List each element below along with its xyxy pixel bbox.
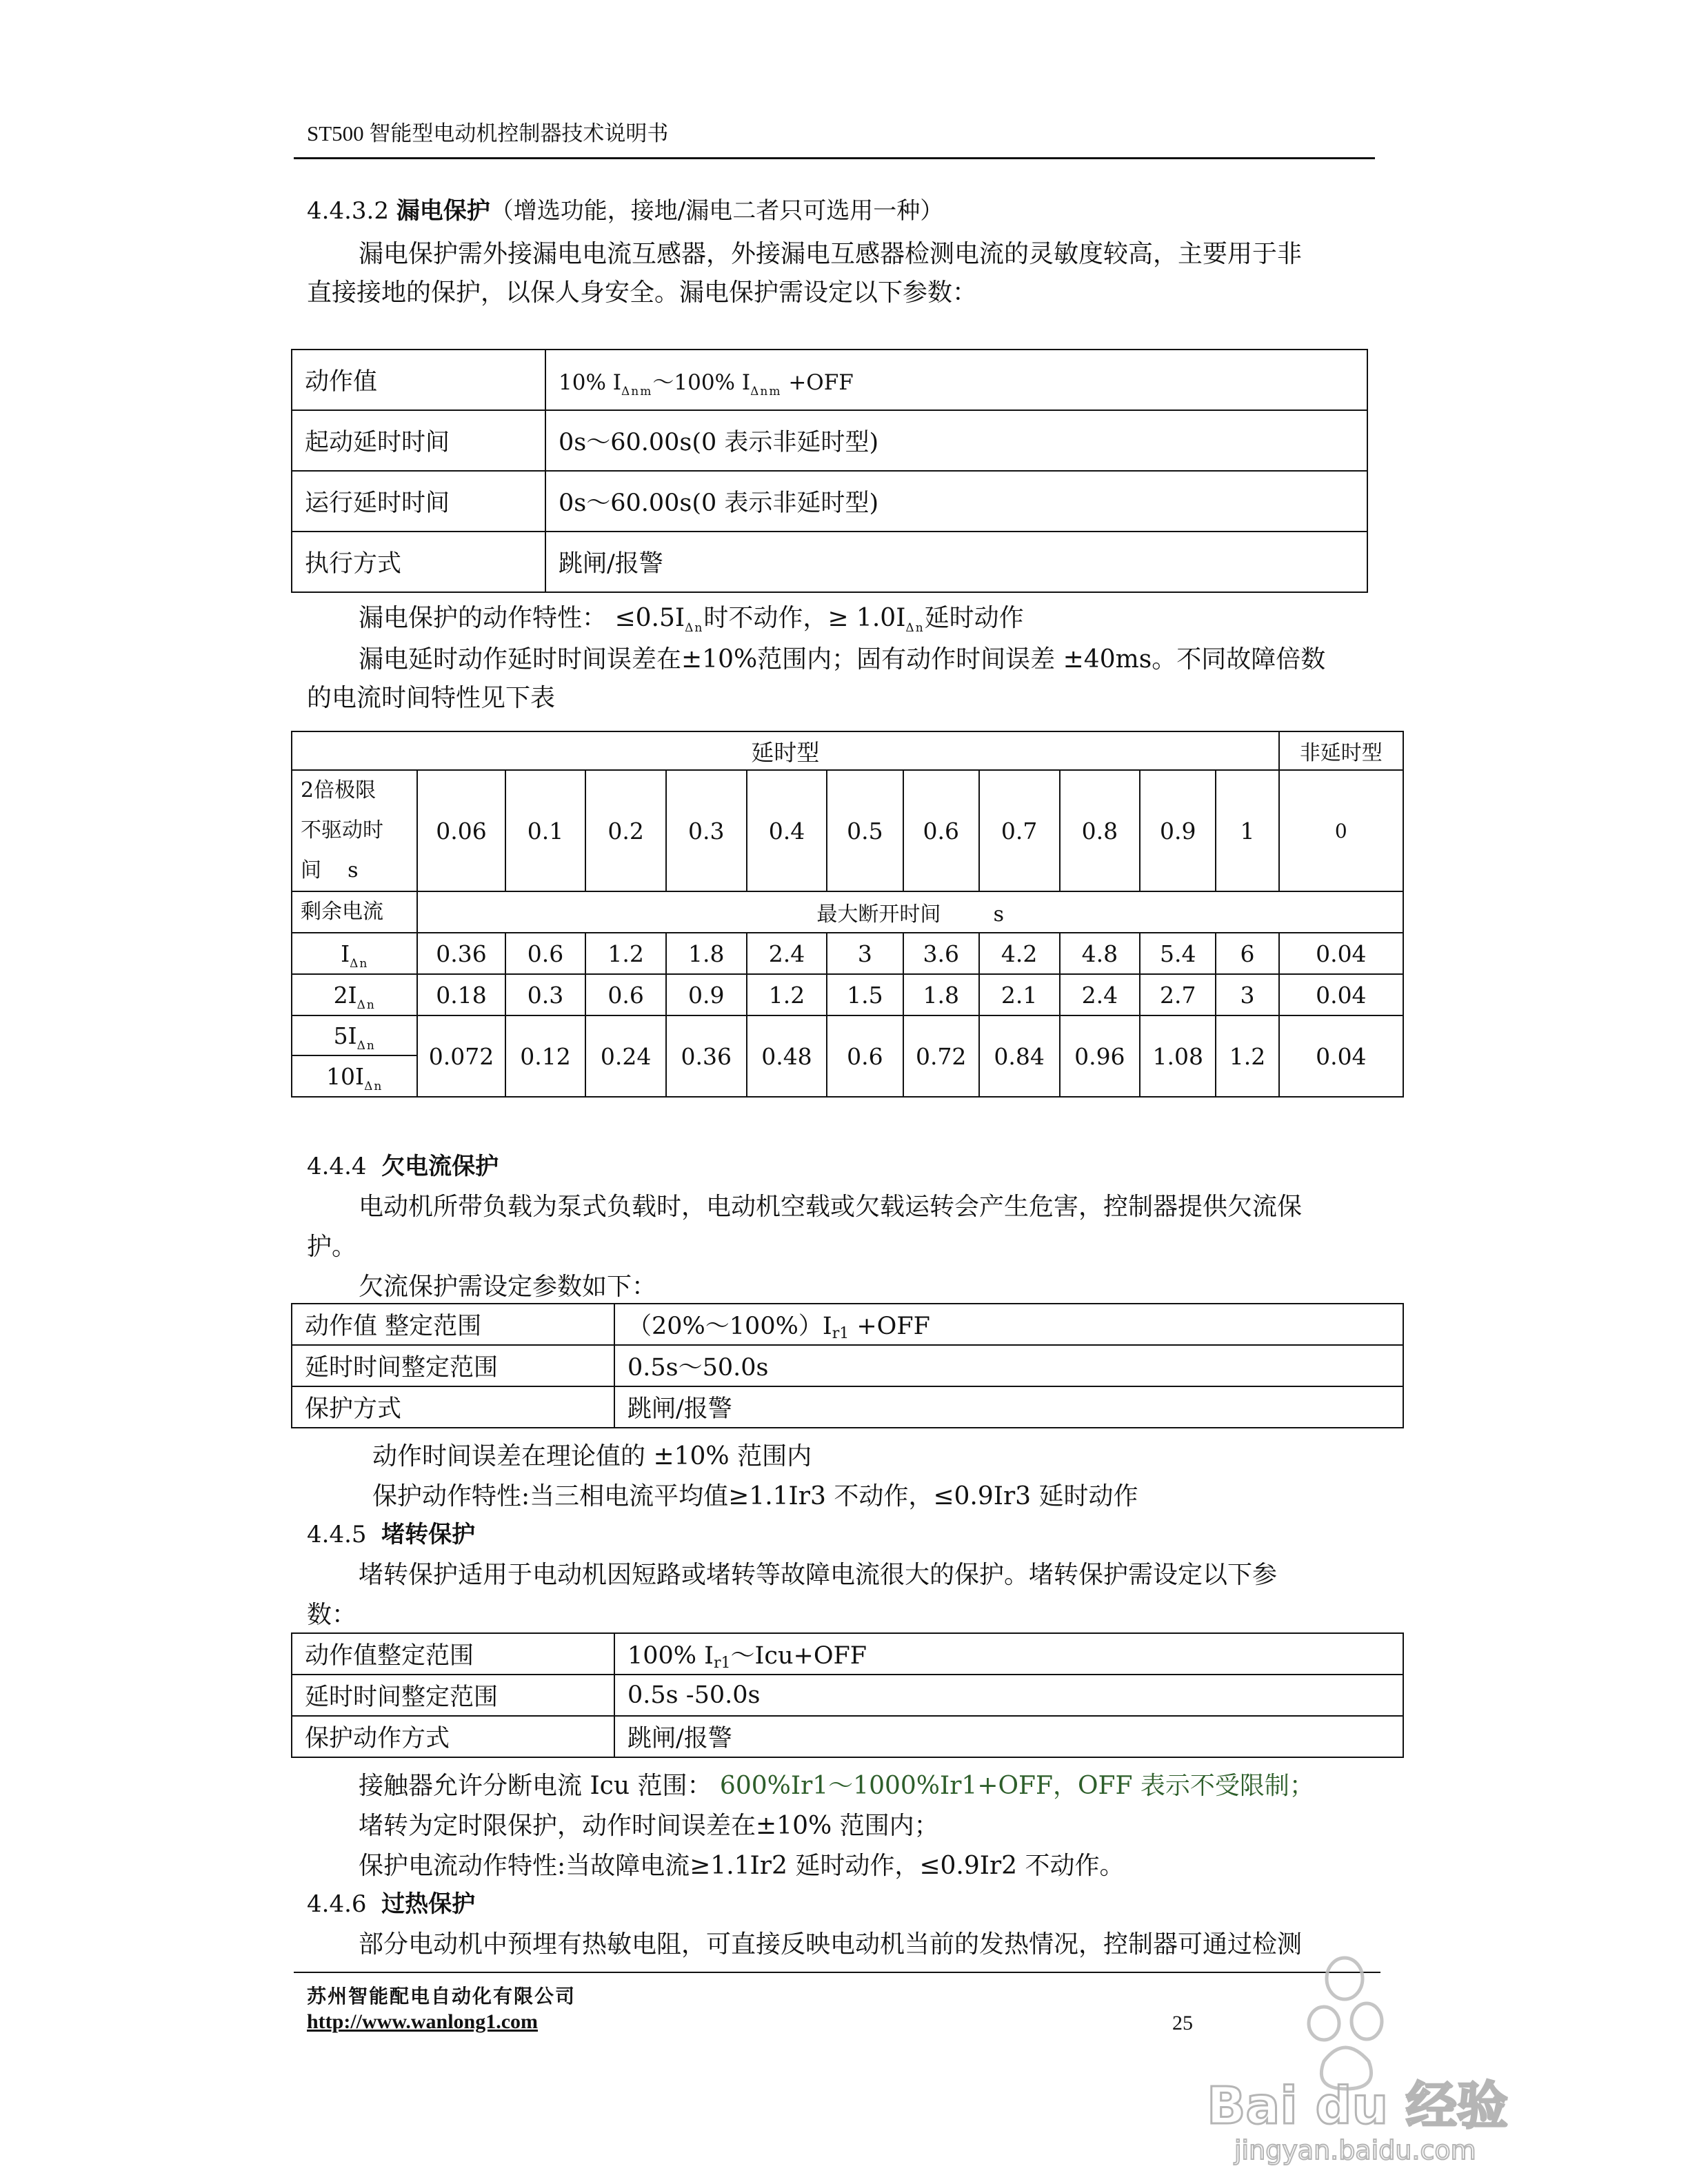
table-row — [292, 1633, 1403, 1675]
param-label: 动作值整定范围 — [292, 1633, 614, 1675]
note-line: 动作时间误差在理论值的 ±10% 范围内 — [372, 1442, 812, 1470]
param-value: 100% Ir1～Icu+OFF — [614, 1633, 1403, 1675]
table-cell: 1.8 — [666, 933, 747, 974]
table-cell: 1.08 — [1140, 1015, 1216, 1097]
table-cell: 0.3 — [505, 974, 586, 1015]
table-row — [292, 891, 1403, 933]
row-label: $2I_{\Delta n}$ — [292, 974, 417, 1015]
section-4432-heading — [307, 192, 943, 225]
table-cell: 0.8 — [1060, 770, 1141, 891]
table-cell: 0.6 — [827, 1015, 903, 1097]
param-value: 0.5s～50.0s — [614, 1345, 1403, 1386]
table-cell: 0.84 — [979, 1015, 1060, 1097]
table-row — [292, 350, 1367, 410]
svg-text:jingyan.baidu.com: jingyan.baidu.com — [1234, 2135, 1476, 2165]
param-label: 延时时间整定范围 — [292, 1345, 614, 1386]
param-label: 执行方式 — [292, 532, 545, 592]
table-cell: 0.96 — [1060, 1015, 1141, 1097]
row-label-line: 不驱动时 — [301, 818, 383, 842]
table-cell: 0.06 — [417, 770, 505, 891]
section-title: 过热保护 — [381, 1890, 476, 1918]
table-row — [292, 1015, 1403, 1055]
stall-param-table — [291, 1632, 1404, 1758]
param-value: （20%～100%）Ir1 +OFF — [614, 1304, 1403, 1345]
section-446-heading — [307, 1885, 475, 1919]
footer-company: 苏州智能配电自动化有限公司 — [307, 1985, 576, 2008]
leakage-characteristic: 漏电保护的动作特性： $\le 0.5I_{\Delta n}$时不动作，≥ $1.0I_{\Delta n}$延时动作 — [359, 604, 1024, 635]
table-cell: 0.5 — [827, 770, 903, 891]
header-divider — [294, 157, 1375, 159]
table-cell: 4.2 — [979, 933, 1060, 974]
table-cell: 0.48 — [747, 1015, 827, 1097]
baidu-jingyan-watermark-logo — [1186, 1958, 1508, 2165]
table-cell: 0.72 — [903, 1015, 979, 1097]
table-cell: 1.2 — [1216, 1015, 1278, 1097]
table-cell: 6 — [1216, 933, 1278, 974]
paragraph-line: 的电流时间特性见下表 — [307, 684, 556, 712]
table-cell: 0.3 — [666, 770, 747, 891]
section-title: 欠电流保护 — [381, 1153, 499, 1180]
section-title: 堵转保护 — [381, 1521, 476, 1548]
note-line: 保护动作特性:当三相电流平均值≥1.1Ir3 不动作，≤0.9Ir3 延时动作 — [372, 1482, 1138, 1510]
table-cell: 0.072 — [417, 1015, 505, 1097]
table-cell: 1.2 — [585, 933, 666, 974]
table-row — [292, 532, 1367, 592]
section-number: 4.4.4 — [307, 1153, 367, 1180]
param-label: 延时时间整定范围 — [292, 1675, 614, 1716]
table-cell: 0.24 — [585, 1015, 666, 1097]
document-header-title: ST500 智能型电动机控制器技术说明书 — [307, 121, 669, 145]
param-label: 起动延时时间 — [292, 410, 545, 471]
header-nondelay-type: 非延时型 — [1279, 731, 1403, 770]
table-cell: 0.18 — [417, 974, 505, 1015]
paragraph-line: 护。 — [307, 1233, 357, 1261]
table-cell: 3 — [1216, 974, 1278, 1015]
table-row — [292, 1345, 1403, 1386]
paragraph-line: 数： — [307, 1601, 357, 1629]
table-cell: 0.2 — [585, 770, 666, 891]
row-label: $I_{\Delta n}$ — [292, 933, 417, 974]
section-444-heading — [307, 1147, 499, 1181]
paragraph-line: 漏电保护需外接漏电电流互感器，外接漏电互感器检测电流的灵敏度较高，主要用于非 — [359, 240, 1303, 268]
note-line: 保护电流动作特性:当故障电流≥1.1Ir2 延时动作，≤0.9Ir2 不动作。 — [359, 1852, 1125, 1880]
paragraph-line: 漏电延时动作延时时间误差在±10%范围内；固有动作时间误差 ±40ms。不同故障倍数 — [359, 645, 1326, 674]
param-label: 运行延时时间 — [292, 471, 545, 532]
param-value: 0s～60.00s(0 表示非延时型) — [545, 410, 1367, 471]
table-cell: 1.5 — [827, 974, 903, 1015]
section-note: （增选功能，接地/漏电二者只可选用一种） — [490, 197, 944, 225]
param-value: 0.5s -50.0s — [614, 1675, 1403, 1716]
paragraph-line: 欠流保护需设定参数如下： — [359, 1273, 657, 1301]
param-value: 跳闸/报警 — [545, 532, 1367, 592]
leakage-param-table — [291, 349, 1368, 593]
table-cell: 0.9 — [666, 974, 747, 1015]
table-cell: 3.6 — [903, 933, 979, 974]
param-label: 动作值 — [292, 350, 545, 410]
section-number: 4.4.5 — [307, 1521, 367, 1548]
table-cell: 0.04 — [1279, 933, 1403, 974]
table-row — [292, 410, 1367, 471]
row-label-line: 2倍极限 — [301, 778, 376, 802]
table-cell: 0.36 — [666, 1015, 747, 1097]
table-cell: 0.6 — [585, 974, 666, 1015]
param-value: 跳闸/报警 — [614, 1716, 1403, 1757]
note-line — [359, 1766, 1314, 1801]
param-label: 动作值 整定范围 — [292, 1304, 614, 1345]
header-delay-type: 延时型 — [292, 731, 1279, 770]
table-cell: 0.04 — [1279, 1015, 1403, 1097]
svg-text:Bai du 经验: Bai du 经验 — [1207, 2076, 1508, 2136]
current-time-characteristic-table — [291, 731, 1404, 1098]
table-cell: 0.4 — [747, 770, 827, 891]
param-label: 保护方式 — [292, 1386, 614, 1428]
paragraph-line: 直接接地的保护，以保人身安全。漏电保护需设定以下参数： — [307, 279, 978, 307]
paragraph-line: 部分电动机中预埋有热敏电阻，可直接反映电动机当前的发热情况，控制器可通过检测 — [359, 1930, 1303, 1959]
table-row — [292, 1675, 1403, 1716]
param-value: 0s～60.00s(0 表示非延时型) — [545, 471, 1367, 532]
table-row — [292, 1304, 1403, 1345]
paragraph-line: 电动机所带负载为泵式负载时，电动机空载或欠载运转会产生危害，控制器提供欠流保 — [359, 1193, 1303, 1221]
param-label: 保护动作方式 — [292, 1716, 614, 1757]
max-break-time-label: 最大断开时间 s — [417, 891, 1403, 933]
table-cell: 1 — [1216, 770, 1278, 891]
table-cell: 1.2 — [747, 974, 827, 1015]
row-label: $5I_{\Delta n}$ — [292, 1015, 417, 1055]
table-cell: 1.8 — [903, 974, 979, 1015]
table-cell: 0.6 — [505, 933, 586, 974]
residual-current-label: 剩余电流 — [292, 891, 417, 933]
table-cell: 2.7 — [1140, 974, 1216, 1015]
row-label: $10I_{\Delta n}$ — [292, 1055, 417, 1097]
table-cell: 0.1 — [505, 770, 586, 891]
section-title: 漏电保护 — [396, 197, 490, 225]
table-cell: 0 — [1279, 770, 1403, 891]
table-cell: 0.04 — [1279, 974, 1403, 1015]
section-445-heading — [307, 1515, 475, 1549]
table-row — [292, 1386, 1403, 1428]
row-label-line: 间 s — [301, 858, 359, 882]
param-value: 10% $I_{\Delta nm}\sim 100\%$ $I_{\Delta nm} +OFF$ — [545, 350, 1367, 410]
table-cell: 2.4 — [747, 933, 827, 974]
table-cell: 0.6 — [903, 770, 979, 891]
param-value: 跳闸/报警 — [614, 1386, 1403, 1428]
note-text-highlight: 600%Ir1～1000%Ir1+OFF，OFF 表示不受限制； — [719, 1772, 1314, 1800]
table-cell: 2.1 — [979, 974, 1060, 1015]
undercurrent-param-table — [291, 1303, 1404, 1428]
table-cell: 3 — [827, 933, 903, 974]
section-number: 4.4.6 — [307, 1890, 367, 1918]
table-row — [292, 770, 1403, 891]
section-number: 4.4.3.2 — [307, 197, 389, 225]
table-cell: 2.4 — [1060, 974, 1141, 1015]
page-number: 25 — [1172, 2012, 1193, 2034]
paragraph-line: 堵转保护适用于电动机因短路或堵转等故障电流很大的保护。堵转保护需设定以下参 — [359, 1561, 1278, 1589]
row-label-no-drive-time — [292, 770, 417, 891]
table-row — [292, 1716, 1403, 1757]
table-cell: 0.12 — [505, 1015, 586, 1097]
table-cell: 0.9 — [1140, 770, 1216, 891]
note-text: 接触器允许分断电流 Icu 范围： — [359, 1772, 712, 1800]
table-cell: 0.7 — [979, 770, 1060, 891]
table-row — [292, 731, 1403, 770]
table-cell: 5.4 — [1140, 933, 1216, 974]
table-cell: 4.8 — [1060, 933, 1141, 974]
footer-url-link[interactable]: http://www.wanlong1.com — [307, 2010, 539, 2033]
note-line: 堵转为定时限保护，动作时间误差在±10% 范围内； — [359, 1812, 939, 1840]
table-row — [292, 933, 1403, 974]
table-row — [292, 471, 1367, 532]
table-cell: 0.36 — [417, 933, 505, 974]
table-row — [292, 974, 1403, 1015]
